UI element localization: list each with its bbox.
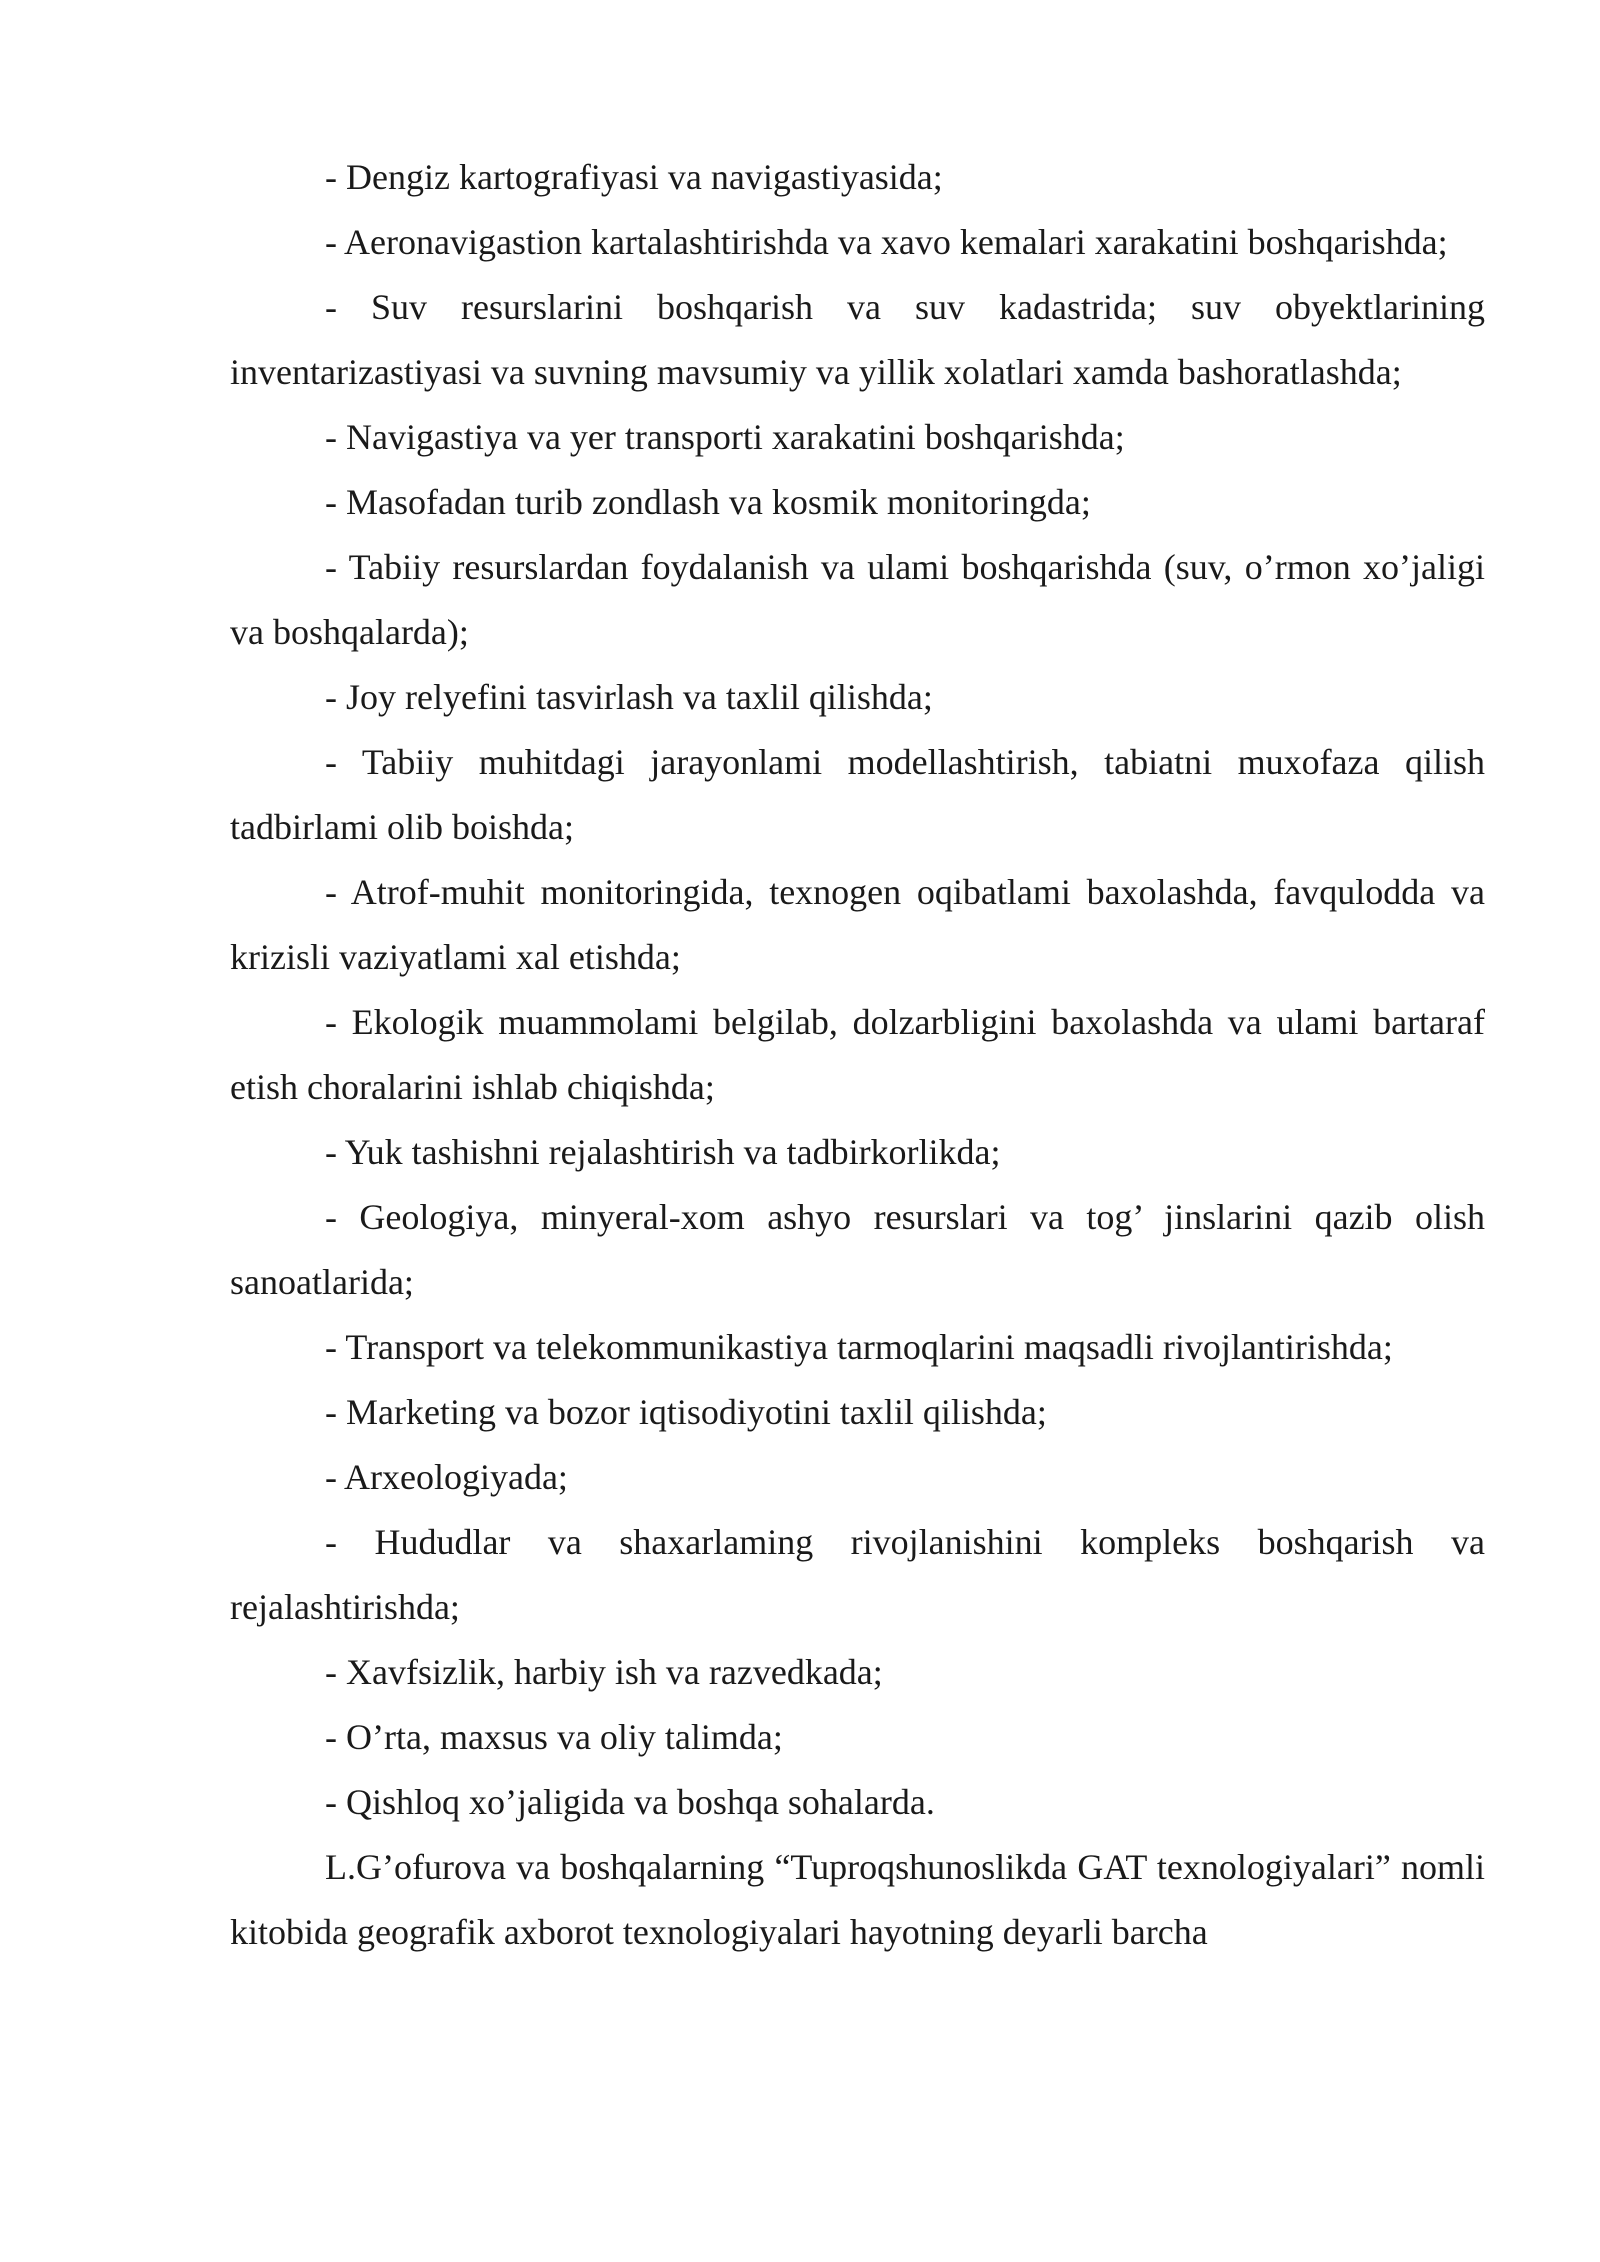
body-paragraph: L.G’ofurova va boshqalarning “Tuproqshunoslikda GAT texnologiyalari” nomli kitobida geografik axborot texnologiyalari hayotning deyarli barcha xyxy=(230,1847,1485,1952)
list-item: - Suv resurslarini boshqarish va suv kadastrida; suv obyektlarining inventarizastiyasi va suvning mavsumiy va yillik xolatlari xamda bashoratlashda; xyxy=(230,287,1485,392)
list-item: - Qishloq xo’jaligida va boshqa sohalarda. xyxy=(325,1782,935,1822)
list-item: - Ekologik muammolami belgilab, dolzarbligini baxolashda va ulami bartaraf etish choralarini ishlab chiqishda; xyxy=(230,1002,1485,1107)
list-item: - Geologiya, minyeral-xom ashyo resurslari va tog’ jinslarini qazib olish sanoatlarida; xyxy=(230,1197,1485,1302)
list-item: - Hududlar va shaxarlaming rivojlanishini kompleks boshqarish va rejalashtirishda; xyxy=(230,1522,1485,1627)
list-item: - O’rta, maxsus va oliy talimda; xyxy=(325,1717,783,1757)
list-item: - Tabiiy resurslardan foydalanish va ulami boshqarishda (suv, o’rmon xo’jaligi va boshqalarda); xyxy=(230,547,1485,652)
list-item: - Navigastiya va yer transporti xarakatini boshqarishda; xyxy=(325,417,1125,457)
list-item: - Marketing va bozor iqtisodiyotini taxlil qilishda; xyxy=(325,1392,1047,1432)
list-item: - Xavfsizlik, harbiy ish va razvedkada; xyxy=(325,1652,883,1692)
list-item: - Dengiz kartografiyasi va navigastiyasida; xyxy=(325,157,943,197)
list-item: - Masofadan turib zondlash va kosmik monitoringda; xyxy=(325,482,1091,522)
list-item: - Atrof-muhit monitoringida, texnogen oqibatlami baxolashda, favqulodda va krizisli vaziyatlami xal etishda; xyxy=(230,872,1485,977)
list-item: - Aeronavigastion kartalashtirishda va xavo kemalari xarakatini boshqarishda; xyxy=(325,222,1448,262)
list-item: - Transport va telekommunikastiya tarmoqlarini maqsadli rivojlantirishda; xyxy=(325,1327,1393,1367)
document-page xyxy=(230,145,1485,1965)
list-item: - Yuk tashishni rejalashtirish va tadbirkorlikda; xyxy=(325,1132,1001,1172)
list-item: - Joy relyefini tasvirlash va taxlil qilishda; xyxy=(325,677,933,717)
list-item: - Tabiiy muhitdagi jarayonlami modellashtirish, tabiatni muxofaza qilish tadbirlami olib boishda; xyxy=(230,742,1485,847)
list-item: - Arxeologiyada; xyxy=(325,1457,568,1497)
